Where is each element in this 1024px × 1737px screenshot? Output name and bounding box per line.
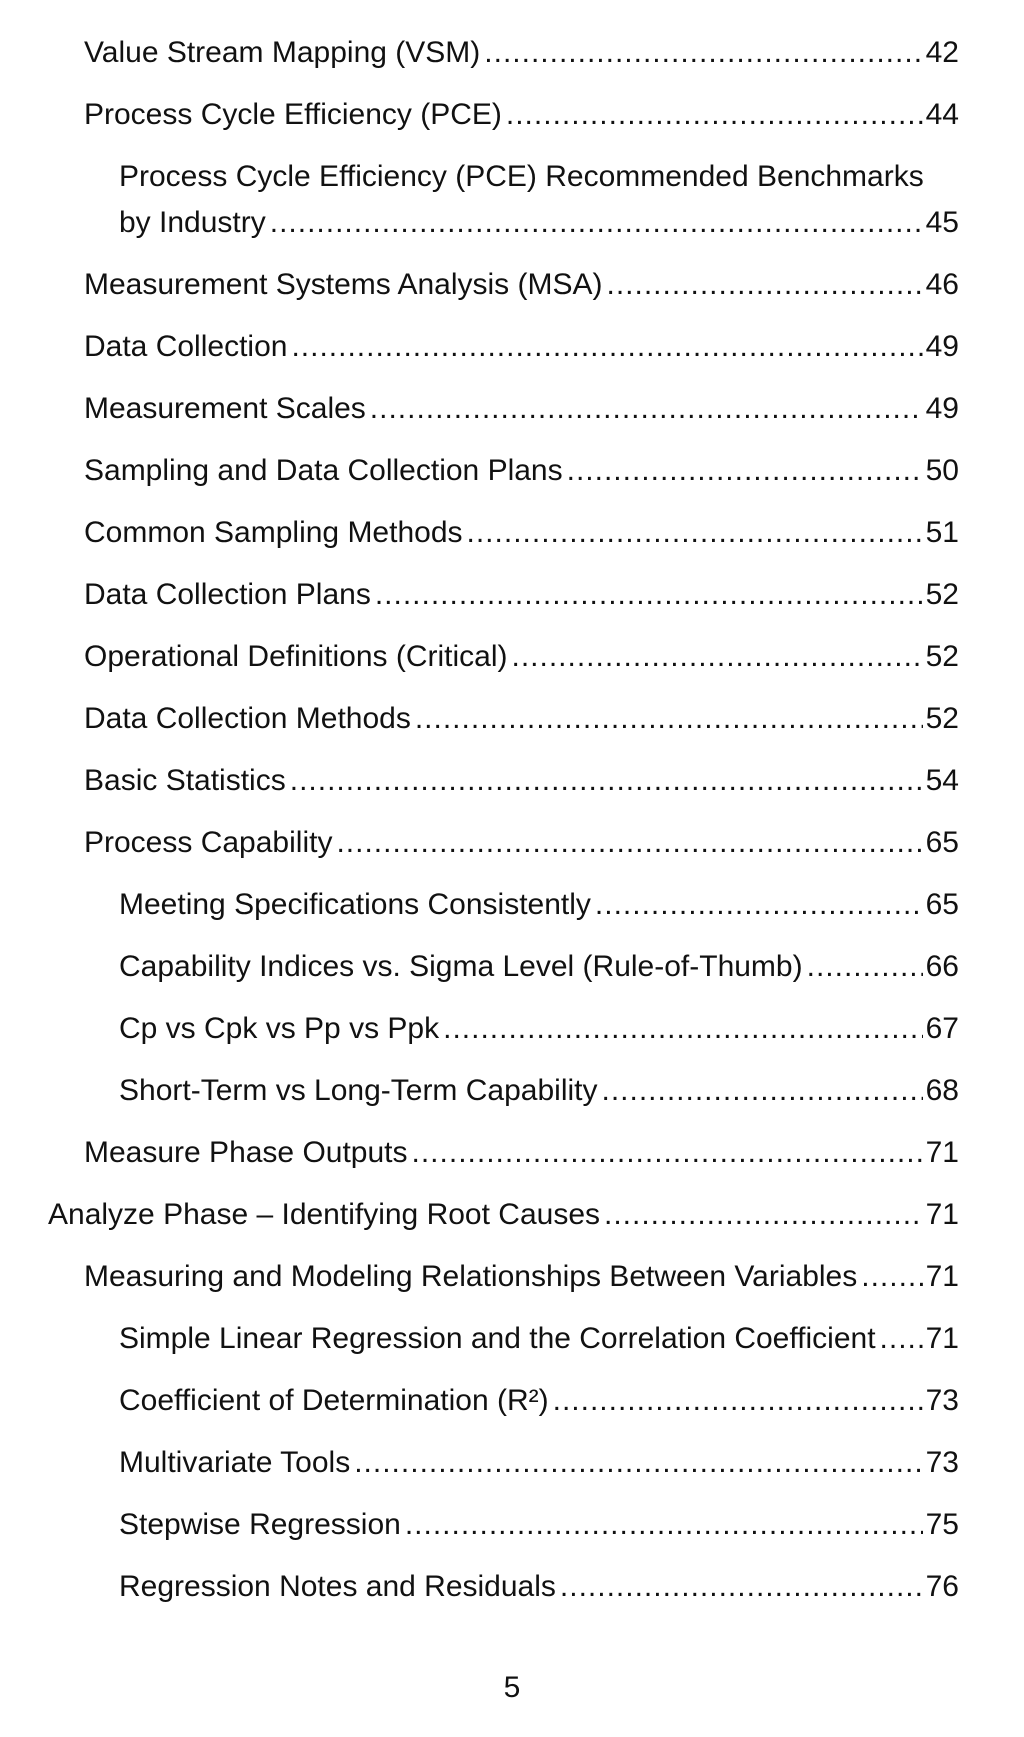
toc-entry[interactable] bbox=[84, 1130, 959, 1176]
toc-entry[interactable] bbox=[84, 510, 959, 556]
toc-entry[interactable] bbox=[119, 1316, 959, 1362]
toc-entry-page: 73 bbox=[925, 1384, 959, 1417]
toc-entry-page: 54 bbox=[925, 764, 959, 797]
toc-entry[interactable] bbox=[119, 1068, 959, 1114]
toc-entry-title: Multivariate Tools bbox=[119, 1446, 351, 1479]
dot-leader bbox=[415, 696, 923, 742]
dot-leader bbox=[354, 1440, 922, 1486]
toc-entry[interactable] bbox=[119, 154, 959, 246]
toc-entry-page: 46 bbox=[925, 268, 959, 301]
toc-entry-title: Short-Term vs Long-Term Capability bbox=[119, 1074, 598, 1107]
dot-leader bbox=[602, 1068, 923, 1114]
toc-entry-title: Regression Notes and Residuals bbox=[119, 1570, 556, 1603]
toc-entry-page: 73 bbox=[925, 1446, 959, 1479]
toc-entry[interactable] bbox=[119, 1378, 959, 1424]
toc-entry-title: Coefficient of Determination (R²) bbox=[119, 1384, 549, 1417]
toc-entry[interactable] bbox=[119, 1006, 959, 1052]
toc-entry[interactable] bbox=[119, 882, 959, 928]
dot-leader bbox=[484, 30, 922, 76]
toc-entry-title: Data Collection Plans bbox=[84, 578, 371, 611]
toc-entry-page: 65 bbox=[925, 826, 959, 859]
toc-entry-title: Cp vs Cpk vs Pp vs Ppk bbox=[119, 1012, 440, 1045]
toc-entry[interactable] bbox=[84, 448, 959, 494]
toc-entry-page: 71 bbox=[925, 1198, 959, 1231]
dot-leader bbox=[595, 882, 923, 928]
toc-entry-page: 45 bbox=[925, 206, 959, 239]
toc-entry-title: Stepwise Regression bbox=[119, 1508, 401, 1541]
toc-entry-page: 49 bbox=[925, 392, 959, 425]
toc-entry[interactable] bbox=[84, 758, 959, 804]
toc-entry-page: 65 bbox=[925, 888, 959, 921]
toc-entry-page: 50 bbox=[925, 454, 959, 487]
toc-entry-title: Meeting Specifications Consistently bbox=[119, 888, 591, 921]
toc-entry-page: 71 bbox=[925, 1322, 959, 1355]
toc-entry-title: Capability Indices vs. Sigma Level (Rule-of-Thumb) bbox=[119, 950, 803, 983]
toc-entry[interactable] bbox=[84, 92, 959, 138]
toc-entry-title: Measurement Systems Analysis (MSA) bbox=[84, 268, 603, 301]
toc-entry[interactable] bbox=[84, 324, 959, 370]
toc-entry-title: Value Stream Mapping (VSM) bbox=[84, 36, 481, 69]
toc-entry[interactable] bbox=[84, 386, 959, 432]
toc-entry-title: Operational Definitions (Critical) bbox=[84, 640, 508, 673]
toc-entry-title: Simple Linear Regression and the Correlation Coefficient bbox=[119, 1322, 876, 1355]
dot-leader bbox=[336, 820, 922, 866]
dot-leader bbox=[880, 1316, 923, 1362]
toc-entry-page: 66 bbox=[925, 950, 959, 983]
toc-entry-page: 51 bbox=[925, 516, 959, 549]
toc-entry[interactable] bbox=[84, 1254, 959, 1300]
dot-leader bbox=[606, 262, 922, 308]
toc-entry-page: 71 bbox=[925, 1136, 959, 1169]
dot-leader bbox=[553, 1378, 923, 1424]
dot-leader bbox=[443, 1006, 923, 1052]
dot-leader bbox=[405, 1502, 923, 1548]
dot-leader bbox=[290, 758, 923, 804]
page-number: 5 bbox=[503, 1671, 521, 1704]
toc-entry-title: Process Cycle Efficiency (PCE) bbox=[84, 98, 502, 131]
toc-entry-page: 52 bbox=[925, 640, 959, 673]
toc-entry-page: 76 bbox=[925, 1570, 959, 1603]
dot-leader bbox=[291, 324, 922, 370]
toc-entry-title: Analyze Phase – Identifying Root Causes bbox=[48, 1198, 600, 1231]
toc-entry-title: by Industry bbox=[119, 206, 266, 239]
dot-leader bbox=[807, 944, 923, 990]
toc-entry-title: Measure Phase Outputs bbox=[84, 1136, 408, 1169]
toc-entry-title: Data Collection Methods bbox=[84, 702, 411, 735]
toc-entry-title: Measurement Scales bbox=[84, 392, 366, 425]
toc-entry-page: 75 bbox=[925, 1508, 959, 1541]
toc-entry-title: Process Capability bbox=[84, 826, 333, 859]
dot-leader bbox=[412, 1130, 923, 1176]
toc-entry-title: Basic Statistics bbox=[84, 764, 286, 797]
toc-entry[interactable] bbox=[119, 1502, 959, 1548]
dot-leader bbox=[370, 386, 923, 432]
dot-leader bbox=[506, 92, 923, 138]
dot-leader bbox=[467, 510, 923, 556]
dot-leader bbox=[560, 1564, 923, 1610]
toc-entry[interactable] bbox=[84, 696, 959, 742]
toc-entry[interactable] bbox=[119, 1564, 959, 1610]
toc-entry[interactable] bbox=[119, 1440, 959, 1486]
dot-leader bbox=[604, 1192, 923, 1238]
toc-entry-title: Data Collection bbox=[84, 330, 288, 363]
toc-entry-page: 49 bbox=[925, 330, 959, 363]
toc-entry-title: Common Sampling Methods bbox=[84, 516, 463, 549]
toc-entry-page: 42 bbox=[925, 36, 959, 69]
dot-leader bbox=[512, 634, 923, 680]
toc-entry[interactable] bbox=[119, 944, 959, 990]
toc-entry-page: 67 bbox=[925, 1012, 959, 1045]
toc-entry[interactable] bbox=[84, 572, 959, 618]
toc-entry-page: 52 bbox=[925, 578, 959, 611]
toc-entry-page: 71 bbox=[925, 1260, 959, 1293]
dot-leader bbox=[861, 1254, 922, 1300]
toc-entry-page: 44 bbox=[925, 98, 959, 131]
toc-entry-title: Sampling and Data Collection Plans bbox=[84, 454, 563, 487]
dot-leader bbox=[270, 200, 923, 246]
toc-entry-title: Measuring and Modeling Relationships Between Variables bbox=[84, 1260, 858, 1293]
toc-entry[interactable] bbox=[84, 262, 959, 308]
toc-entry[interactable] bbox=[84, 634, 959, 680]
toc-entry-page: 68 bbox=[925, 1074, 959, 1107]
toc-entry-page: 52 bbox=[925, 702, 959, 735]
toc-entry[interactable] bbox=[84, 30, 959, 76]
toc-entry-title-line1: Process Cycle Efficiency (PCE) Recommended Benchmarks bbox=[119, 160, 924, 193]
dot-leader bbox=[375, 572, 923, 618]
toc-entry[interactable] bbox=[84, 820, 959, 866]
toc-entry[interactable] bbox=[48, 1192, 959, 1238]
dot-leader bbox=[567, 448, 923, 494]
